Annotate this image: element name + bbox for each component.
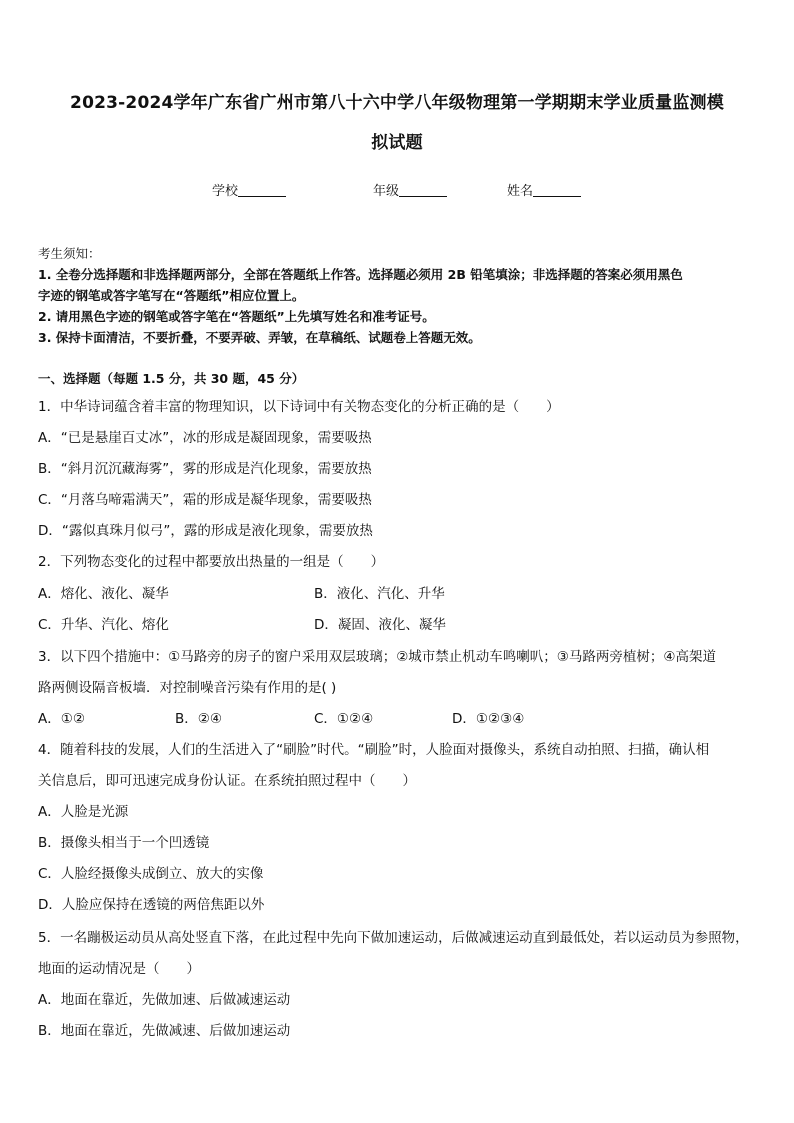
grade-label: 年级 [373,184,400,199]
q1-option-a: A．“已是悬崖百丈冰”，冰的形成是凝固现象，需要吸热 [38,430,372,446]
q1-option-b: B．“斜月沉沉藏海雾”，雾的形成是汽化现象，需要放热 [38,461,372,477]
name-label: 姓名 [507,184,534,199]
q5-option-a: A．地面在靠近，先做加速、后做减速运动 [38,992,291,1008]
q1-option-c: C．“月落乌啼霜满天”，霜的形成是凝华现象，需要吸热 [38,492,372,508]
q2-option-c: C．升华、汽化、熔化 [38,617,169,633]
q4-option-a: A．人脸是光源 [38,804,129,820]
q2-option-d: D．凝固、液化、凝华 [314,617,446,633]
school-blank [238,183,286,197]
name-blank [533,183,581,197]
q3-stem-line1: 3．以下四个措施中：①马路旁的房子的窗户采用双层玻璃；②城市禁止机动车鸣喇叭；③马路两旁植树；④高架道 [38,649,716,665]
q2-option-a: A．熔化、液化、凝华 [38,586,169,602]
grade-field [373,180,447,199]
notice-line-2: 字迹的钢笔或答字笔写在“答题纸”相应位置上。 [38,288,305,303]
q4-option-b: B．摄像头相当于一个凹透镜 [38,835,210,851]
q5-option-b: B．地面在靠近，先做减速、后做加速运动 [38,1023,291,1039]
notice-line-4: 3. 保持卡面清洁，不要折叠，不要弄破、弄皱，在草稿纸、试题卷上答题无效。 [38,330,481,345]
q4-stem-line2: 关信息后，即可迅速完成身份认证。在系统拍照过程中（ ） [38,773,416,789]
q4-stem-line1: 4．随着科技的发展，人们的生活进入了“刷脸”时代。“刷脸”时，人脸面对摄像头，系统自动拍照、扫描，确认相 [38,742,710,758]
notice-line-1: 1. 全卷分选择题和非选择题两部分，全部在答题纸上作答。选择题必须用 2B 铅笔填涂；非选择题的答案必须用黑色 [38,267,683,282]
q5-stem-line2: 地面的运动情况是（ ） [38,961,200,977]
q2-stem: 2．下列物态变化的过程中都要放出热量的一组是（ ） [38,554,385,570]
exam-title-line1: 2023-2024学年广东省广州市第八十六中学八年级物理第一学期期末学业质量监测模 [70,93,724,113]
school-field [212,180,286,199]
q5-stem-line1: 5．一名蹦极运动员从高处竖直下落，在此过程中先向下做加速运动，后做减速运动直到最低处，若以运动员为参照物， [38,930,749,946]
q1-stem: 1．中华诗词蕴含着丰富的物理知识，以下诗词中有关物态变化的分析正确的是（ ） [38,399,560,415]
q3-stem-line2: 路两侧设隔音板墙．对控制噪音污染有作用的是( ) [38,680,337,696]
grade-blank [399,183,447,197]
name-field [507,180,581,199]
q3-option-a: A．①② [38,711,85,727]
q3-option-c: C．①②④ [314,711,374,727]
notice-line-3: 2. 请用黑色字迹的钢笔或答字笔在“答题纸”上先填写姓名和准考证号。 [38,309,435,324]
q3-option-d: D．①②③④ [452,711,525,727]
q1-option-d: D．“露似真珠月似弓”，露的形成是液化现象，需要放热 [38,523,373,539]
q3-option-b: B．②④ [175,711,222,727]
q4-option-c: C．人脸经摄像头成倒立、放大的实像 [38,866,264,882]
school-label: 学校 [212,184,239,199]
q2-option-b: B．液化、汽化、升华 [314,586,445,602]
section-heading: 一、选择题（每题 1.5 分，共 30 题，45 分） [38,371,305,386]
notice-heading: 考生须知： [38,246,101,261]
exam-title-line2: 拟试题 [371,133,423,153]
q4-option-d: D．人脸应保持在透镜的两倍焦距以外 [38,897,265,913]
